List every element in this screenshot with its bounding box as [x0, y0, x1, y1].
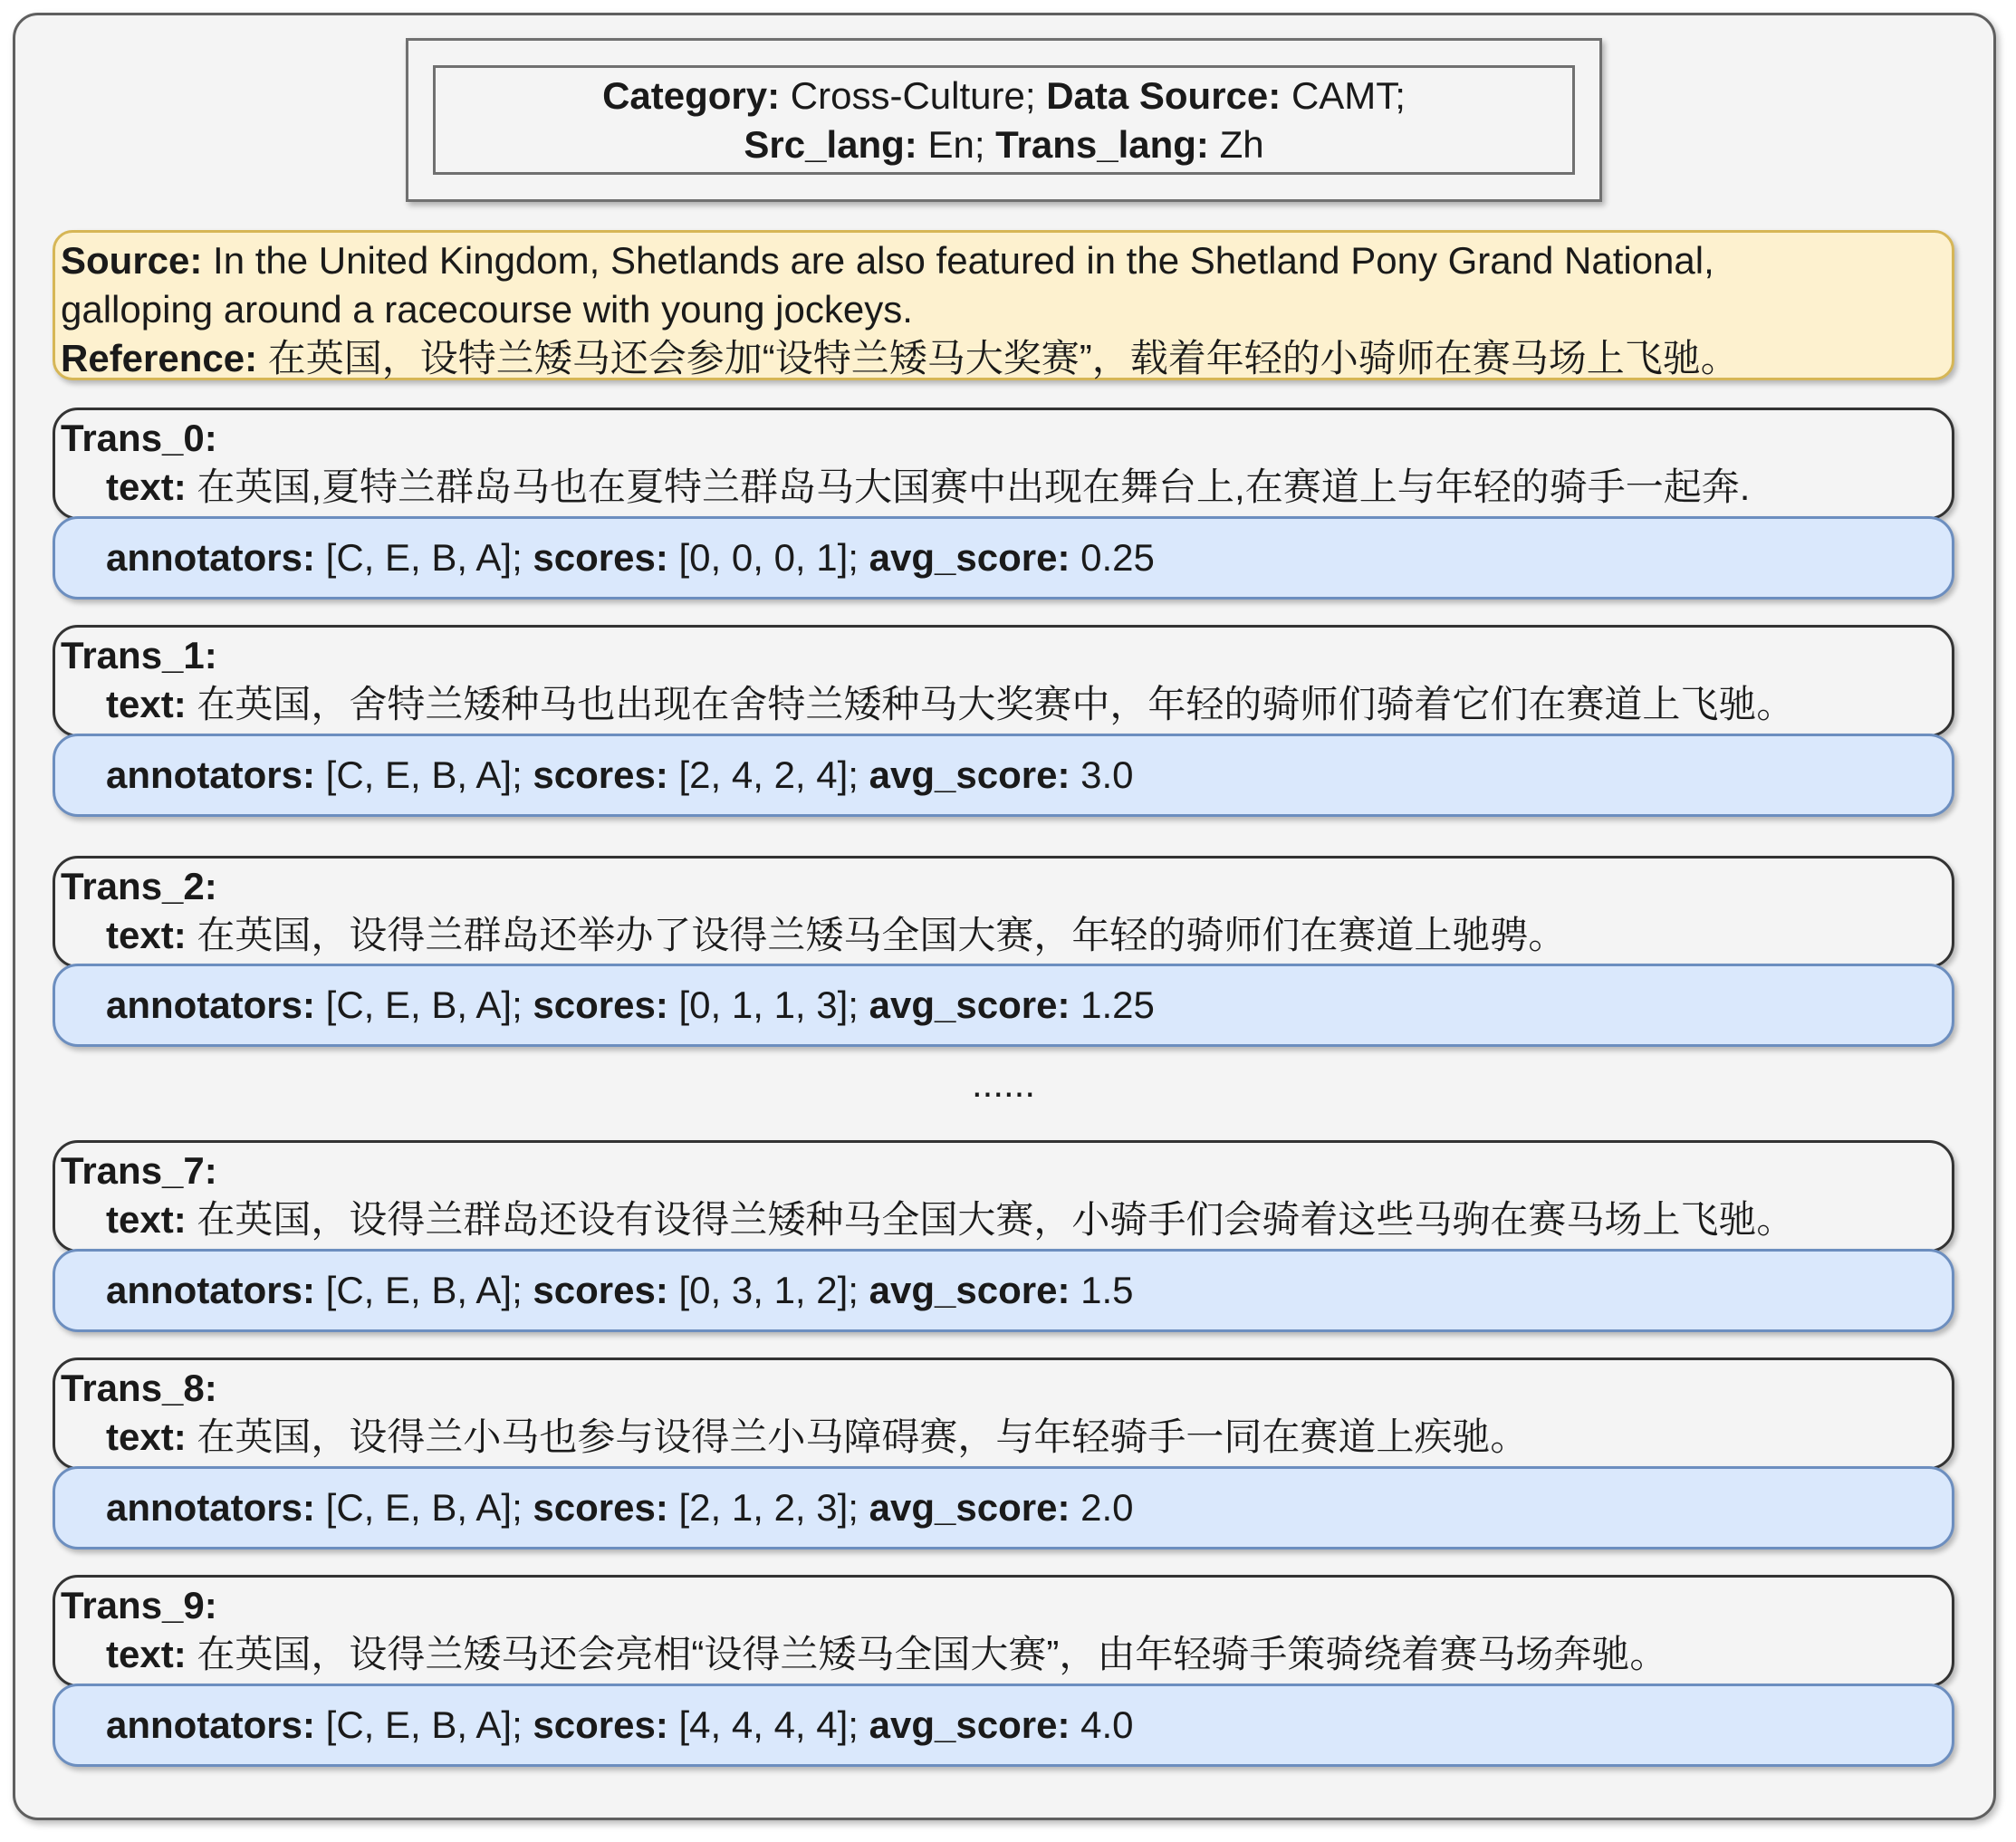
scores-label: scores:	[533, 1703, 668, 1746]
translation-text-line	[61, 911, 1946, 960]
trans-lang-value: Zh	[1219, 122, 1264, 166]
annotators-label: annotators:	[106, 536, 315, 579]
avg-score-value: 4.0	[1080, 1703, 1134, 1746]
translation-box	[53, 625, 1954, 737]
scores-value: [2, 4, 2, 4];	[678, 753, 859, 796]
avg-score-label: avg_score:	[869, 536, 1070, 579]
scores-label: scores:	[533, 753, 668, 796]
src-lang-label: Src_lang:	[744, 122, 917, 166]
scores-label: scores:	[533, 1486, 668, 1529]
avg-score-label: avg_score:	[869, 753, 1070, 796]
avg-score-value: 1.25	[1080, 983, 1155, 1026]
avg-score-label: avg_score:	[869, 1703, 1070, 1746]
score-box	[53, 1684, 1954, 1767]
annotators-value: [C, E, B, A];	[325, 1269, 523, 1311]
reference-label: Reference:	[61, 337, 258, 379]
annotators-value: [C, E, B, A];	[325, 536, 523, 579]
translation-title: Trans_1:	[61, 634, 217, 676]
translation-title: Trans_8:	[61, 1367, 217, 1409]
data-source-label: Data Source:	[1046, 73, 1282, 117]
annotators-value: [C, E, B, A];	[325, 753, 523, 796]
category-value: Cross-Culture;	[790, 73, 1036, 117]
avg-score-value: 0.25	[1080, 536, 1155, 579]
score-box	[53, 1466, 1954, 1549]
annotators-value: [C, E, B, A];	[325, 983, 523, 1026]
translation-box	[53, 1358, 1954, 1470]
metadata-line-1	[602, 72, 1406, 120]
metadata-box	[406, 38, 1602, 202]
scores-value: [0, 0, 0, 1];	[678, 536, 859, 579]
metadata-inner-box	[433, 65, 1575, 175]
text-label: text:	[106, 914, 187, 956]
text-label: text:	[106, 683, 187, 725]
scores-value: [2, 1, 2, 3];	[678, 1486, 859, 1529]
score-box	[53, 734, 1954, 817]
translation-text: 在英国，设得兰矮马还会亮相“设得兰矮马全国大赛”，由年轻骑手策骑绕着赛马场奔驰。	[197, 1633, 1668, 1675]
data-source-value: CAMT;	[1291, 73, 1406, 117]
category-label: Category:	[602, 73, 781, 117]
source-reference-box	[53, 230, 1954, 380]
scores-value: [4, 4, 4, 4];	[678, 1703, 859, 1746]
translation-box	[53, 1575, 1954, 1687]
translation-title: Trans_2:	[61, 865, 217, 907]
source-label: Source:	[61, 239, 203, 282]
translation-title: Trans_9:	[61, 1584, 217, 1626]
annotators-label: annotators:	[106, 753, 315, 796]
translation-box	[53, 1140, 1954, 1252]
avg-score-value: 3.0	[1080, 753, 1134, 796]
translation-text: 在英国，设得兰小马也参与设得兰小马障碍赛，与年轻骑手一同在赛道上疾驰。	[197, 1415, 1529, 1458]
translation-title: Trans_0:	[61, 417, 217, 459]
translation-text: 在英国，设得兰群岛还设有设得兰矮种马全国大赛，小骑手们会骑着这些马驹在赛马场上飞驰。	[197, 1198, 1795, 1241]
text-label: text:	[106, 1415, 187, 1458]
annotators-value: [C, E, B, A];	[325, 1703, 523, 1746]
source-text-line-1: In the United Kingdom, Shetlands are also featured in the Shetland Pony Grand National,	[213, 239, 1714, 282]
text-label: text:	[106, 1198, 187, 1241]
scores-value: [0, 1, 1, 3];	[678, 983, 859, 1026]
reference-text: 在英国，设特兰矮马还会参加“设特兰矮马大奖赛”，载着年轻的小骑师在赛马场上飞驰。	[267, 337, 1739, 379]
scores-label: scores:	[533, 1269, 668, 1311]
scores-label: scores:	[533, 536, 668, 579]
translation-text-line	[61, 1630, 1946, 1679]
avg-score-label: avg_score:	[869, 1269, 1070, 1311]
text-label: text:	[106, 1633, 187, 1675]
trans-lang-label: Trans_lang:	[995, 122, 1209, 166]
translation-text-line	[61, 680, 1946, 729]
score-box	[53, 964, 1954, 1047]
scores-label: scores:	[533, 983, 668, 1026]
annotators-label: annotators:	[106, 1486, 315, 1529]
source-line-1	[61, 236, 1946, 285]
avg-score-value: 2.0	[1080, 1486, 1134, 1529]
translation-text: 在英国，舍特兰矮种马也出现在舍特兰矮种马大奖赛中，年轻的骑师们骑着它们在赛道上飞驰。	[197, 683, 1795, 725]
avg-score-value: 1.5	[1080, 1269, 1134, 1311]
score-box	[53, 516, 1954, 600]
text-label: text:	[106, 465, 187, 508]
translation-text-line	[61, 1413, 1946, 1462]
translation-box	[53, 408, 1954, 520]
translation-text: 在英国,夏特兰群岛马也在夏特兰群岛马大国赛中出现在舞台上,在赛道上与年轻的骑手一起奔.	[197, 465, 1751, 508]
annotators-label: annotators:	[106, 983, 315, 1026]
metadata-line-2	[744, 120, 1263, 169]
translation-box	[53, 856, 1954, 968]
translation-text-line	[61, 1195, 1946, 1244]
translation-title: Trans_7:	[61, 1149, 217, 1192]
annotators-label: annotators:	[106, 1703, 315, 1746]
src-lang-value: En;	[927, 122, 985, 166]
annotators-label: annotators:	[106, 1269, 315, 1311]
avg-score-label: avg_score:	[869, 983, 1070, 1026]
translation-text: 在英国，设得兰群岛还举办了设得兰矮马全国大赛，年轻的骑师们在赛道上驰骋。	[197, 914, 1567, 956]
annotators-value: [C, E, B, A];	[325, 1486, 523, 1529]
omitted-translations-ellipsis: ......	[971, 1062, 1035, 1105]
translation-text-line	[61, 463, 1946, 512]
score-box	[53, 1249, 1954, 1332]
source-text-line-2: galloping around a racecourse with young jockeys.	[61, 288, 913, 331]
reference-line	[61, 334, 1946, 383]
scores-value: [0, 3, 1, 2];	[678, 1269, 859, 1311]
avg-score-label: avg_score:	[869, 1486, 1070, 1529]
